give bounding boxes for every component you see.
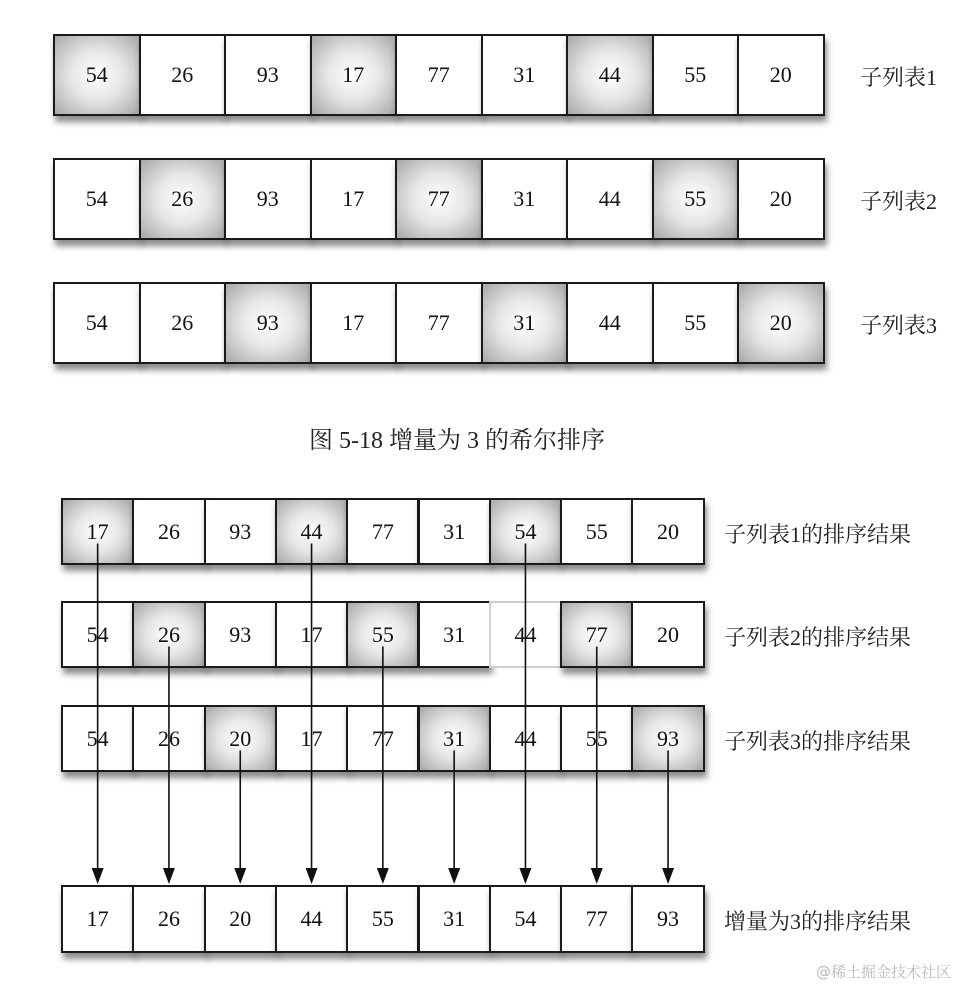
sorted-row1-cell: 55 — [560, 498, 633, 565]
result-row-cell: 31 — [418, 885, 491, 953]
sorted-row2-cell: 77 — [560, 601, 633, 668]
arrow-head — [306, 868, 318, 884]
result-row-cell: 54 — [489, 885, 562, 953]
sorted-row2-cell: 31 — [418, 601, 491, 668]
top-row2-cell: 17 — [310, 158, 398, 240]
result-row-cell: 26 — [132, 885, 205, 953]
sorted-row2-cell: 54 — [61, 601, 134, 668]
sorted-row3-cell: 93 — [631, 705, 704, 772]
result-row-cell: 93 — [631, 885, 704, 953]
top-row1-cell: 44 — [566, 34, 654, 116]
sorted-row1-label: 子列表1的排序结果 — [724, 521, 912, 547]
top-row3-cell: 93 — [224, 282, 312, 364]
top-row1-cell: 31 — [481, 34, 569, 116]
result-row-cell: 17 — [61, 885, 134, 953]
top-row3-cell: 17 — [310, 282, 398, 364]
watermark: @稀土掘金技术社区 — [815, 963, 951, 981]
sorted-row1-cell: 17 — [61, 498, 134, 565]
top-row3-cell: 31 — [481, 282, 569, 364]
arrow-head — [448, 868, 460, 884]
top-row2-cell: 44 — [566, 158, 654, 240]
top-row2-cell: 20 — [737, 158, 825, 240]
result-row-cell: 20 — [204, 885, 277, 953]
sorted-row2-cell: 55 — [346, 601, 419, 668]
sorted-row3-cell: 55 — [560, 705, 633, 772]
sorted-row3-cell: 54 — [61, 705, 134, 772]
sorted-row2-cell: 26 — [132, 601, 205, 668]
sorted-row2-cell: 17 — [275, 601, 348, 668]
result-row-label: 增量为3的排序结果 — [724, 909, 912, 934]
sorted-row3-label: 子列表3的排序结果 — [724, 728, 912, 754]
top-row1-cell: 77 — [395, 34, 483, 116]
arrow-head — [591, 868, 603, 884]
sorted-row3-cell: 17 — [275, 705, 348, 772]
top-row3-cell: 26 — [139, 282, 227, 364]
sorted-row3-cell: 26 — [132, 705, 205, 772]
top-row2-cell: 93 — [224, 158, 312, 240]
result-row-cell: 44 — [275, 885, 348, 953]
top-row1-cell: 55 — [652, 34, 740, 116]
sorted-row1-cell: 44 — [275, 498, 348, 565]
sorted-row3-cell: 77 — [346, 705, 419, 772]
arrow-head — [662, 868, 674, 884]
top-row2-cell: 55 — [652, 158, 740, 240]
sorted-row3-cell: 20 — [204, 705, 277, 772]
top-row2-cell: 31 — [481, 158, 569, 240]
top-row3-cell: 77 — [395, 282, 483, 364]
top-row1-cell: 17 — [310, 34, 398, 116]
arrow-head — [163, 868, 175, 884]
arrow-head — [234, 868, 246, 884]
figure-caption: 图 5-18 增量为 3 的希尔排序 — [309, 428, 605, 454]
sorted-row1-cell: 31 — [418, 498, 491, 565]
sorted-row1-cell: 20 — [631, 498, 704, 565]
top-row3-cell: 55 — [652, 282, 740, 364]
arrow-head — [377, 868, 389, 884]
top-row2-cell: 54 — [53, 158, 141, 240]
top-row2-cell: 26 — [139, 158, 227, 240]
top-row2-cell: 77 — [395, 158, 483, 240]
top-row3-cell: 54 — [53, 282, 141, 364]
arrow-head — [519, 868, 531, 884]
sorted-row2-cell: 93 — [204, 601, 277, 668]
top-row1-cell: 93 — [224, 34, 312, 116]
top-row3-cell: 20 — [737, 282, 825, 364]
arrow-head — [92, 868, 104, 884]
top-row3-label: 子列表3 — [860, 313, 938, 338]
sorted-row3-cell: 31 — [418, 705, 491, 772]
top-row1-cell: 54 — [53, 34, 141, 116]
sorted-row2-label: 子列表2的排序结果 — [724, 624, 912, 650]
top-row1-cell: 26 — [139, 34, 227, 116]
result-row-cell: 55 — [346, 885, 419, 953]
sorted-row1-cell: 54 — [489, 498, 562, 565]
top-row2-label: 子列表2 — [860, 189, 938, 214]
sorted-row2-cell: 20 — [631, 601, 704, 668]
result-row-cell: 77 — [560, 885, 633, 953]
top-row1-cell: 20 — [737, 34, 825, 116]
sorted-row1-cell: 26 — [132, 498, 205, 565]
top-row3-cell: 44 — [566, 282, 654, 364]
sorted-row2-cell: 44 — [489, 601, 562, 668]
sorted-row1-cell: 77 — [346, 498, 419, 565]
sorted-row1-cell: 93 — [204, 498, 277, 565]
top-row1-label: 子列表1 — [860, 65, 938, 90]
sorted-row3-cell: 44 — [489, 705, 562, 772]
